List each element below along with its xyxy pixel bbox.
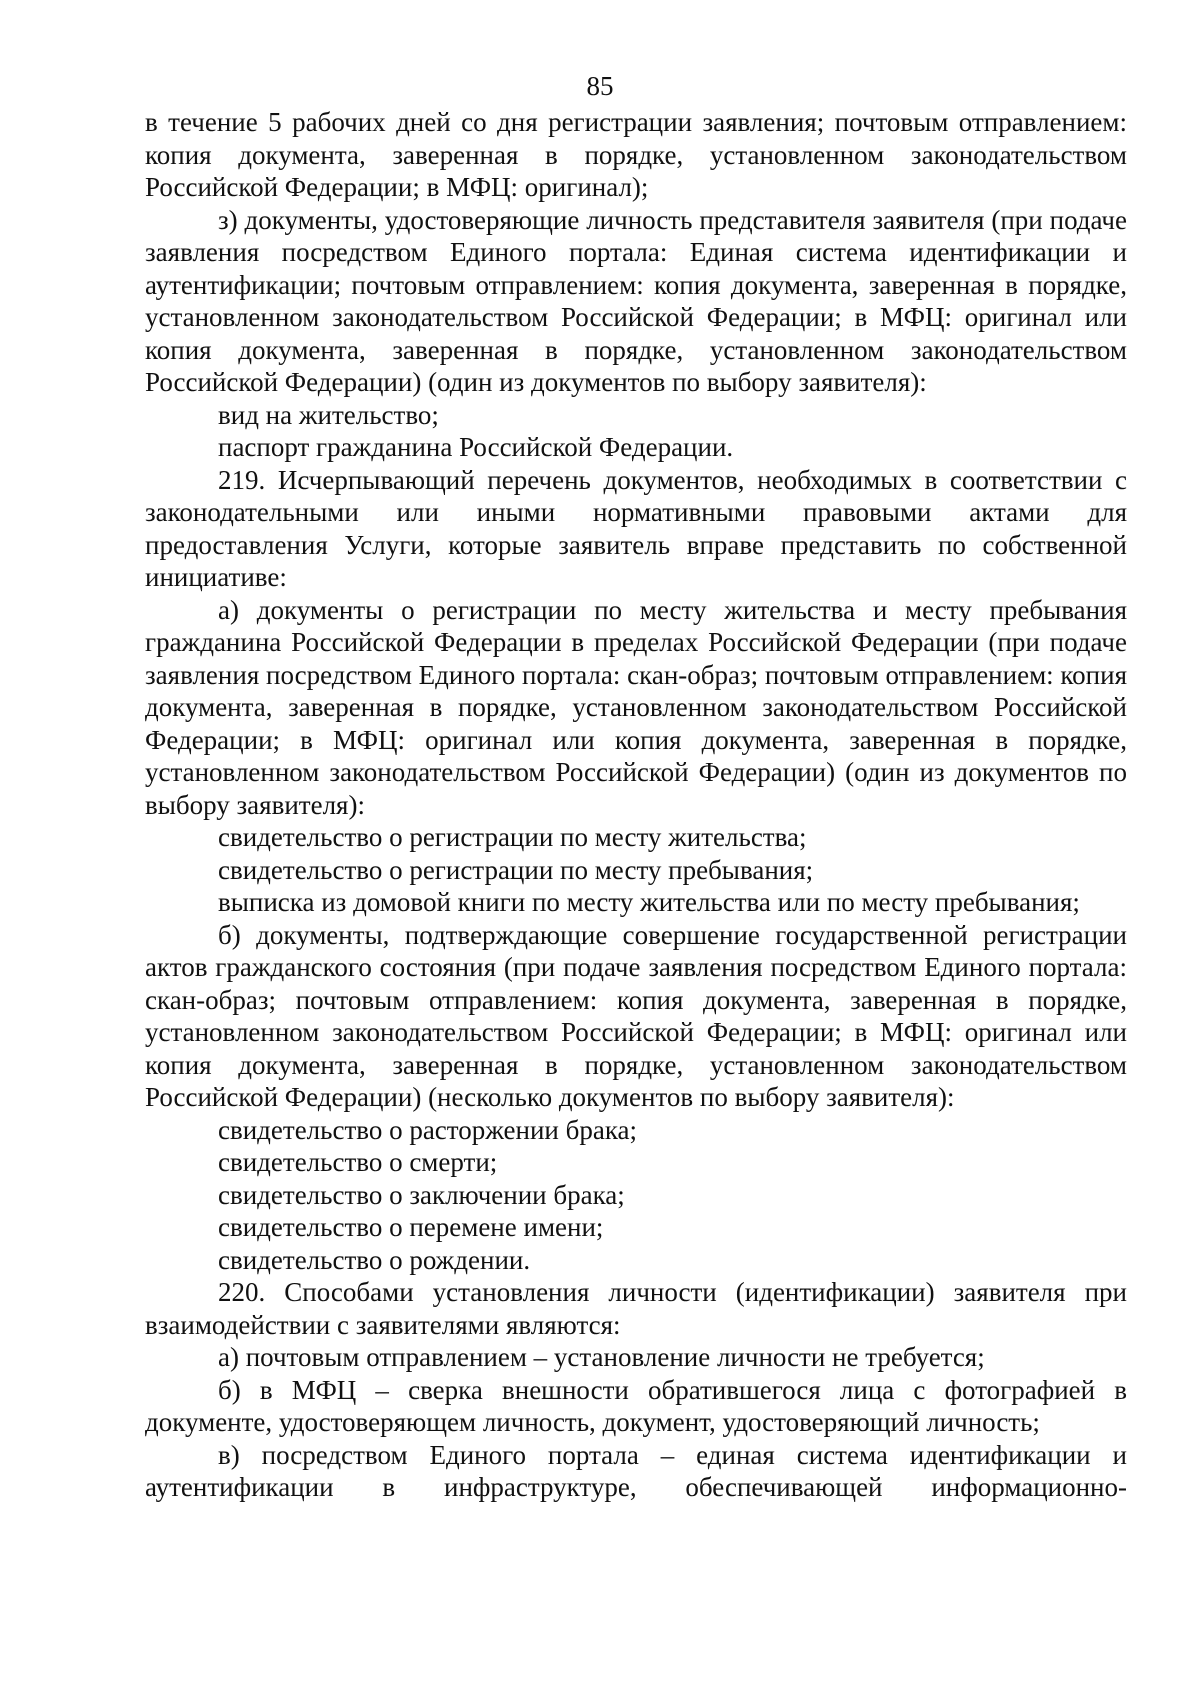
paragraph: б) в МФЦ – сверка внешности обратившегося лица с фотографией в документе, удостоверяющем личность, документ, удостоверяющий личность; bbox=[145, 1374, 1127, 1437]
paragraph: вид на жительство; bbox=[218, 399, 439, 430]
page-number: 85 bbox=[586, 71, 614, 101]
paragraph: свидетельство о перемене имени; bbox=[218, 1212, 604, 1242]
paragraph: б) документы, подтверждающие совершение государственной регистрации актов гражданского состояния (при подаче заявления посредством Единого портала: скан-образ; почтовым отправлением: копия документа, заверенная в порядке, установленном законодательством Российской Федерации; в МФЦ: оригинал или копия документа, заверенная в порядке, установленном законодательством Российской Федерации) (несколько документов по выбору заявителя): bbox=[145, 919, 1127, 1112]
paragraph: а) почтовым отправлением – установление личности не требуется; bbox=[218, 1342, 985, 1372]
paragraph: в течение 5 рабочих дней со дня регистрации заявления; почтовым отправлением: копия документа, заверенная в порядке, установленном законодательством Российской Федерации; в МФЦ: оригинал); bbox=[145, 107, 1127, 202]
paragraph: в) посредством Единого портала – единая система идентификации и аутентификации в инфраструктуре, обеспечивающей информационно- bbox=[145, 1439, 1127, 1502]
paragraph: выписка из домовой книги по месту жительства или по месту пребывания; bbox=[218, 887, 1080, 917]
paragraph: свидетельство о расторжении брака; bbox=[218, 1114, 638, 1145]
paragraph: з) документы, удостоверяющие личность представителя заявителя (при подаче заявления посредством Единого портала: Единая система идентификации и аутентификации; почтовым отправлением: копия документа, заверенная в порядке, установленном законодательством Российской Федерации; в МФЦ: оригинал или копия документа, заверенная в порядке, установленном законодательством Российской Федерации) (один из документов по выбору заявителя): bbox=[145, 204, 1127, 397]
paragraph: свидетельство о регистрации по месту жительства; bbox=[218, 822, 807, 852]
paragraph: паспорт гражданина Российской Федерации. bbox=[218, 432, 734, 462]
paragraph: 219. Исчерпывающий перечень документов, необходимых в соответствии с законодательными или иными нормативными правовыми актами для предоставления Услуги, которые заявитель вправе представить по собственной инициативе: bbox=[145, 464, 1127, 592]
paragraph: свидетельство о рождении. bbox=[218, 1244, 531, 1275]
paragraph: свидетельство о смерти; bbox=[218, 1147, 498, 1177]
paragraph: а) документы о регистрации по месту жительства и месту пребывания гражданина Российской Федерации в пределах Российской Федерации (при подаче заявления посредством Единого портала: скан-образ; почтовым отправлением: копия документа, заверенная в порядке, установленном законодательством Российской Федерации; в МФЦ: оригинал или копия документа, заверенная в порядке, установленном законодательством Российской Федерации) (один из документов по выбору заявителя): bbox=[145, 594, 1127, 820]
paragraph: свидетельство о заключении брака; bbox=[218, 1179, 625, 1210]
document-body bbox=[145, 106, 1127, 1504]
paragraph: 220. Способами установления личности (идентификации) заявителя при взаимодействии с заявителями являются: bbox=[145, 1277, 1127, 1340]
paragraph: свидетельство о регистрации по месту пребывания; bbox=[218, 854, 814, 885]
